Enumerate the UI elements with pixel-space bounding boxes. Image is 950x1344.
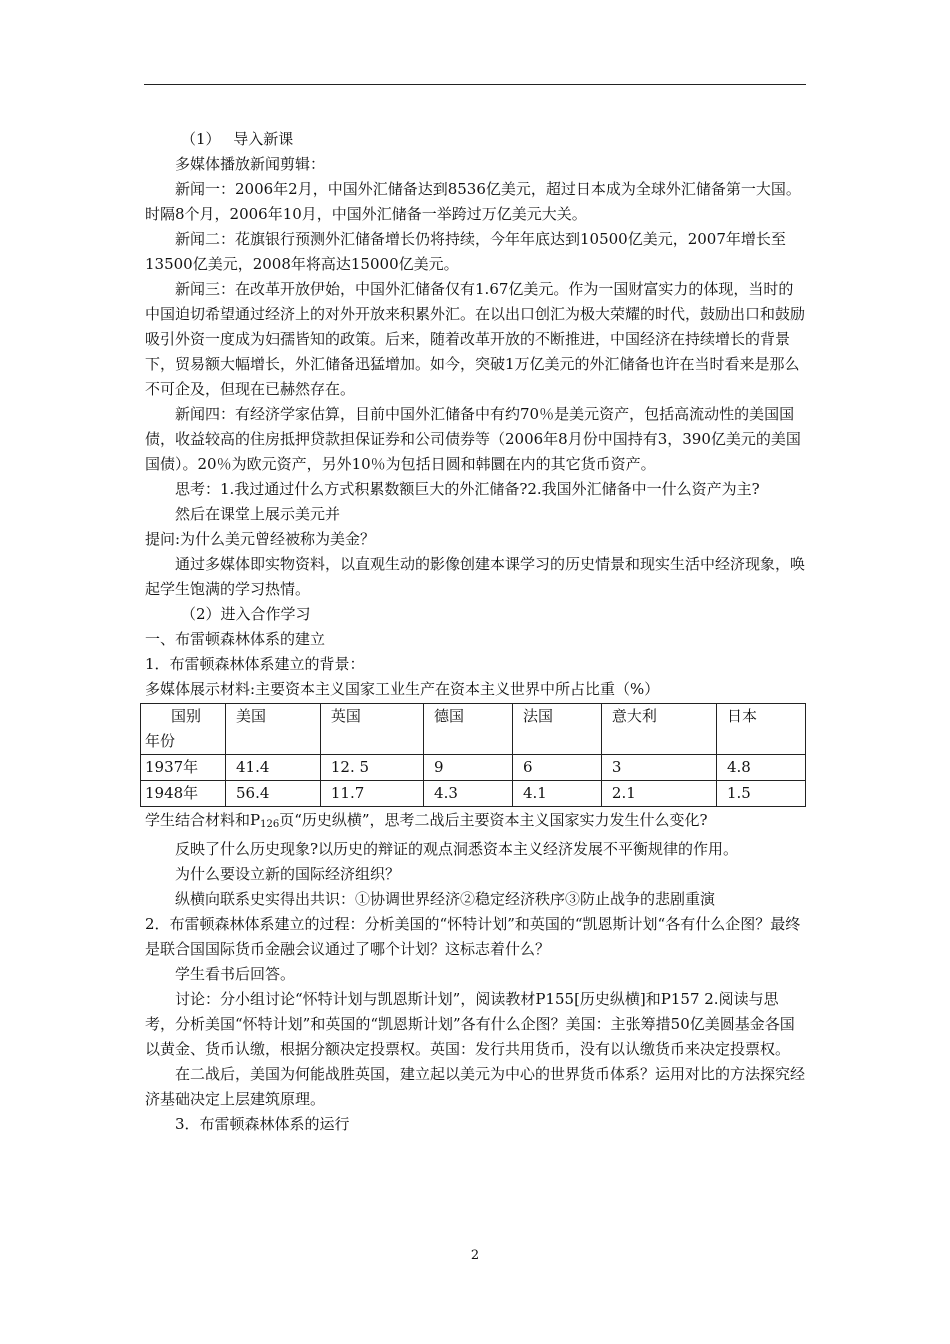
table-cell: 6 xyxy=(512,755,601,781)
paragraph-consensus: 纵横向联系史实得出共识：①协调世界经济②稳定经济秩序③防止战争的悲剧重演 xyxy=(175,890,716,908)
header-rule xyxy=(144,84,806,85)
page-number: 2 xyxy=(470,1248,480,1263)
table-cell: 1.5 xyxy=(717,781,806,807)
table-row-year: 1948年 xyxy=(141,781,226,807)
table-header-cell: 德国 xyxy=(424,704,513,755)
subheading-operation: 3．布雷顿森林体系的运行 xyxy=(175,1115,350,1133)
paragraph-think: 思考：1.我过通过什么方式积累数额巨大的外汇储备?2.我国外汇储备中一什么资产为主? xyxy=(175,480,760,498)
section-heading-intro: （1） 导入新课 xyxy=(181,130,294,148)
section-heading-cooperative: （2）进入合作学习 xyxy=(181,605,311,623)
table-cell: 41.4 xyxy=(226,755,321,781)
table-header-cell: 美国 xyxy=(226,704,321,755)
paragraph-discussion: 讨论：分小组讨论“怀特计划与凯恩斯计划”，阅读教材P155[历史纵横]和P157 2.阅读与思考，分析美国“怀特计划”和英国的“凯恩斯计划”各有什么企图？美国：主张筹措50亿美圆基金各国以黄金、货币认缴，根据分额决定投票权。英国：发行共用货币，没有以认缴货币来决定投票权。 xyxy=(145,990,795,1058)
table-header-cell: 日本 xyxy=(717,704,806,755)
header-country-label: 国别 xyxy=(171,707,202,725)
paragraph: 反映了什么历史现象?以历史的辩证的观点洞悉资本主义经济发展不平衡规律的作用。 xyxy=(175,840,739,858)
paragraph: 为什么要设立新的国际经济组织？ xyxy=(175,865,401,883)
table-header-cell: 法国 xyxy=(512,704,601,755)
subheading-background: 1．布雷顿森林体系建立的背景： xyxy=(145,655,365,673)
section-heading-1: 一、布雷顿森林体系的建立 xyxy=(145,630,326,648)
paragraph-news-3: 新闻三：在改革开放伊始，中国外汇储备仅有1.67亿美元。作为一国财富实力的体现，当时的中国迫切希望通过经济上的对外开放来积累外汇。在以出口创汇为极大荣耀的时代，鼓励出口和鼓励吸引外资一度成为妇孺皆知的政策。后来，随着改革开放的不断推进，中国经济在持续增长的背景下，贸易额大幅增长，外汇储备迅猛增加。如今，突破1万亿美元的外汇储备也许在当时看来是那么不可企及，但现在已赫然存在。 xyxy=(145,280,806,398)
paragraph-news-4: 新闻四：有经济学家估算，目前中国外汇储备中有约70％是美元资产，包括高流动性的美国国债，收益较高的住房抵押贷款担保证券和公司债券等（2006年8月份中国持有3，390亿美元的美国国债）。20％为欧元资产，另外10％为包括日圆和韩圜在内的其它货币资产。 xyxy=(145,405,801,473)
text-span: 学生结合材料和P xyxy=(145,811,261,829)
industrial-share-table xyxy=(140,703,806,807)
table-cell: 4.1 xyxy=(512,781,601,807)
table-corner-cell xyxy=(141,704,226,755)
table-cell: 11.7 xyxy=(320,781,423,807)
table-cell: 12. 5 xyxy=(320,755,423,781)
paragraph: 然后在课堂上展示美元并 xyxy=(175,505,341,523)
paragraph-news-1: 新闻一：2006年2月，中国外汇储备达到8536亿美元，超过日本成为全球外汇储备第一大国。时隔8个月，2006年10月，中国外汇储备一举跨过万亿美元大关。 xyxy=(145,180,801,223)
table-header-row xyxy=(141,704,806,755)
table-row-year: 1937年 xyxy=(141,755,226,781)
document-body xyxy=(145,127,806,1137)
table-cell: 56.4 xyxy=(226,781,321,807)
table-header-cell: 英国 xyxy=(320,704,423,755)
table-row xyxy=(141,781,806,807)
table-header-cell: 意大利 xyxy=(601,704,716,755)
paragraph-student-task xyxy=(145,808,806,837)
table-cell: 2.1 xyxy=(601,781,716,807)
paragraph: 学生看书后回答。 xyxy=(175,965,296,983)
header-year-label: 年份 xyxy=(145,732,176,750)
table-caption: 多媒体展示材料:主要资本主义国家工业生产在资本主义世界中所占比重（%） xyxy=(145,680,660,698)
paragraph: 多媒体播放新闻剪辑： xyxy=(175,155,326,173)
paragraph: 在二战后，美国为何能战胜英国，建立起以美元为中心的世界货币体系？运用对比的方法探究经济基础决定上层建筑原理。 xyxy=(145,1065,806,1108)
text-span: 页“历史纵横”，思考二战后主要资本主义国家实力发生什么变化? xyxy=(279,811,708,829)
paragraph-question: 提问:为什么美元曾经被称为美金？ xyxy=(145,530,376,548)
table-cell: 4.3 xyxy=(424,781,513,807)
table-row xyxy=(141,755,806,781)
table-cell: 3 xyxy=(601,755,716,781)
page-subscript: 126 xyxy=(260,819,280,830)
paragraph: 通过多媒体即实物资料，以直观生动的影像创建本课学习的历史情景和现实生活中经济现象，唤起学生饱满的学习热情。 xyxy=(145,555,806,598)
table-cell: 9 xyxy=(424,755,513,781)
paragraph-news-2: 新闻二：花旗银行预测外汇储备增长仍将持续，今年年底达到10500亿美元，2007年增长至13500亿美元，2008年将高达15000亿美元。 xyxy=(145,230,786,273)
subheading-process: 2．布雷顿森林体系建立的过程：分析美国的“怀特计划”和英国的“凯恩斯计划“各有什么企图？最终是联合国国际货币金融会议通过了哪个计划？这标志着什么？ xyxy=(145,915,801,958)
table-cell: 4.8 xyxy=(717,755,806,781)
